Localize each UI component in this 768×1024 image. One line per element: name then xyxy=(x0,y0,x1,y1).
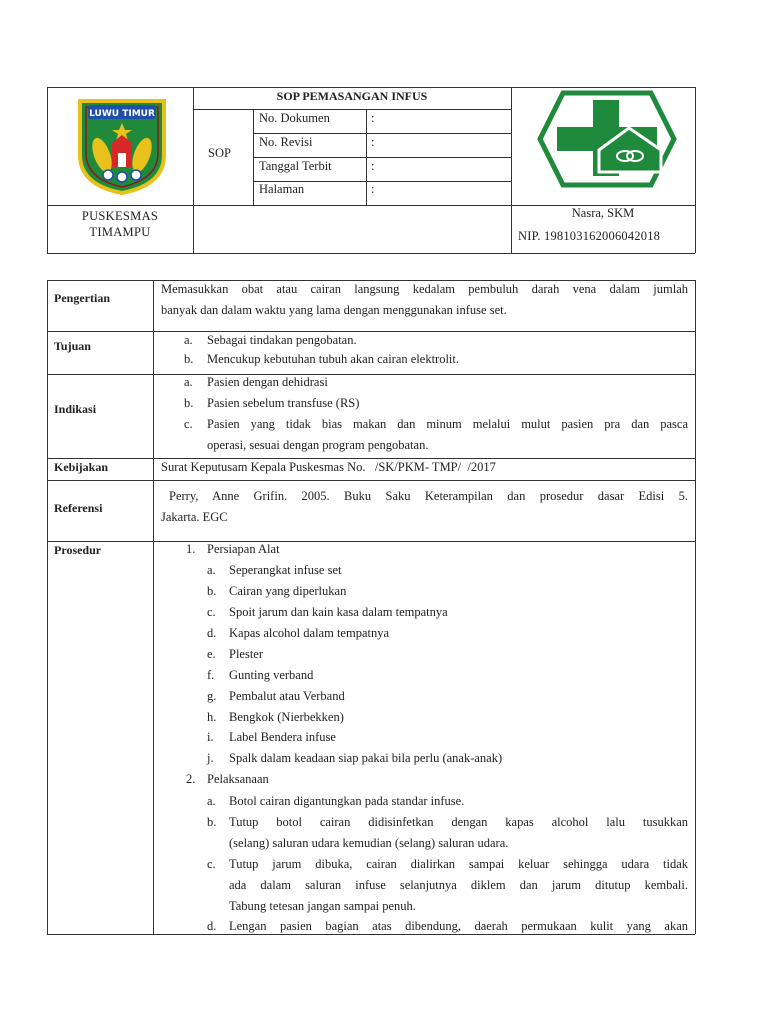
org-name-line1: PUSKESMAS xyxy=(81,209,159,223)
alat-item-c: Spoit jarum dan kain kasa dalam tempatnya xyxy=(229,605,448,619)
field-halaman-value: : xyxy=(371,182,375,196)
field-halaman-label: Halaman xyxy=(259,182,305,196)
alat-marker-d: d. xyxy=(207,626,217,640)
alat-item-j: Spalk dalam keadaan siap pakai bila perlu (anak-anak) xyxy=(229,751,503,765)
field-no-dokumen-value: : xyxy=(371,111,375,125)
label-indikasi: Indikasi xyxy=(54,402,97,416)
step2-title: Pelaksanaan xyxy=(207,772,269,786)
alat-item-d: Kapas alcohol dalam tempatnya xyxy=(229,626,390,640)
indikasi-item-b: Pasien sebelum transfuse (RS) xyxy=(207,396,360,410)
pelaksanaan-c-line2: ada dalam saluran infuse selanjutnya diklem dan jarum ditutup kembali. xyxy=(229,878,688,892)
label-prosedur: Prosedur xyxy=(54,543,102,557)
pelaksanaan-c-line1: Tutup jarum dibuka, cairan dialirkan sampai keluar sehingga udara tidak xyxy=(229,857,688,871)
alat-item-f: Gunting verband xyxy=(229,668,314,682)
alat-item-i: Label Bendera infuse xyxy=(229,730,336,744)
field-tanggal-terbit-label: Tanggal Terbit xyxy=(259,159,332,173)
pelaksanaan-d-line1: Lengan pasien bagian atas dibendung, daerah permukaan kulit yang akan xyxy=(229,919,688,933)
alat-item-e: Plester xyxy=(229,647,264,661)
alat-marker-c: c. xyxy=(207,605,216,619)
sop-title: SOP PEMASANGAN INFUS xyxy=(276,89,428,103)
tujuan-marker-b: b. xyxy=(184,352,194,366)
field-no-dokumen-label: No. Dokumen xyxy=(259,111,330,125)
indikasi-marker-a: a. xyxy=(184,375,193,389)
pengertian-line2: banyak dan dalam waktu yang lama dengan menggunakan infuse set. xyxy=(161,303,507,317)
indikasi-item-a: Pasien dengan dehidrasi xyxy=(207,375,328,389)
pelaksanaan-marker-b: b. xyxy=(207,815,217,829)
kebijakan-text: Surat Keputusam Kepala Puskesmas No. /SK/PKM- TMP/ /2017 xyxy=(161,460,496,474)
label-referensi: Referensi xyxy=(54,501,103,515)
alat-item-g: Pembalut atau Verband xyxy=(229,689,345,703)
alat-marker-f: f. xyxy=(207,668,215,682)
org-name-line2: TIMAMPU xyxy=(89,225,151,239)
alat-marker-e: e. xyxy=(207,647,216,661)
alat-marker-j: j. xyxy=(207,751,214,765)
pelaksanaan-a-line1: Botol cairan digantungkan pada standar infuse. xyxy=(229,794,465,808)
pengertian-line1: Memasukkan obat atau cairan langsung kedalam pembuluh darah vena dalam jumlah xyxy=(161,282,688,296)
alat-marker-i: i. xyxy=(207,730,214,744)
tujuan-marker-a: a. xyxy=(184,333,193,347)
signer-name: Nasra, SKM xyxy=(571,206,635,220)
referensi-line2: Jakarta. EGC xyxy=(161,510,228,524)
field-tanggal-terbit-value: : xyxy=(371,159,375,173)
pelaksanaan-c-line3: Tabung tetesan jangan sampai penuh. xyxy=(229,899,416,913)
pelaksanaan-marker-c: c. xyxy=(207,857,216,871)
luwu-timur-logo xyxy=(72,93,172,197)
indikasi-item-c: Pasien yang tidak bias makan dan minum melalui mulut pasien pra dan pasca xyxy=(207,417,688,431)
pelaksanaan-marker-d: d. xyxy=(207,919,217,933)
alat-marker-a: a. xyxy=(207,563,216,577)
label-pengertian: Pengertian xyxy=(54,291,110,305)
tujuan-item-b: Mencukup kebutuhan tubuh akan cairan elektrolit. xyxy=(207,352,460,366)
step2-marker: 2. xyxy=(186,772,196,786)
indikasi-marker-c: c. xyxy=(184,417,193,431)
alat-marker-h: h. xyxy=(207,710,217,724)
indikasi-marker-b: b. xyxy=(184,396,194,410)
alat-item-b: Cairan yang diperlukan xyxy=(229,584,347,598)
step1-marker: 1. xyxy=(186,542,196,556)
sop-label: SOP xyxy=(208,146,231,160)
logo-text: LUWU TIMUR xyxy=(89,109,155,119)
pelaksanaan-marker-a: a. xyxy=(207,794,216,808)
step1-title: Persiapan Alat xyxy=(207,542,280,556)
pelaksanaan-b-line2: (selang) saluran udara kemudian (selang) saluran udara. xyxy=(229,836,509,850)
referensi-line1: Perry, Anne Grifin. 2005. Buku Saku Keterampilan dan prosedur dasar Edisi 5. xyxy=(169,489,688,503)
field-no-revisi-label: No. Revisi xyxy=(259,135,313,149)
alat-item-a: Seperangkat infuse set xyxy=(229,563,342,577)
field-no-revisi-value: : xyxy=(371,135,375,149)
alat-marker-b: b. xyxy=(207,584,217,598)
indikasi-item-c-line2: operasi, sesuai dengan program pengobatan. xyxy=(207,438,429,452)
tujuan-item-a: Sebagai tindakan pengobatan. xyxy=(207,333,357,347)
label-tujuan: Tujuan xyxy=(54,339,91,353)
signer-nip: NIP. 198103162006042018 xyxy=(518,229,661,243)
alat-item-h: Bengkok (Nierbekken) xyxy=(229,710,344,724)
alat-marker-g: g. xyxy=(207,689,217,703)
label-kebijakan: Kebijakan xyxy=(54,460,109,474)
puskesmas-logo xyxy=(537,90,677,188)
pelaksanaan-b-line1: Tutup botol cairan didisinfetkan dengan kapas alcohol lalu tusukkan xyxy=(229,815,688,829)
